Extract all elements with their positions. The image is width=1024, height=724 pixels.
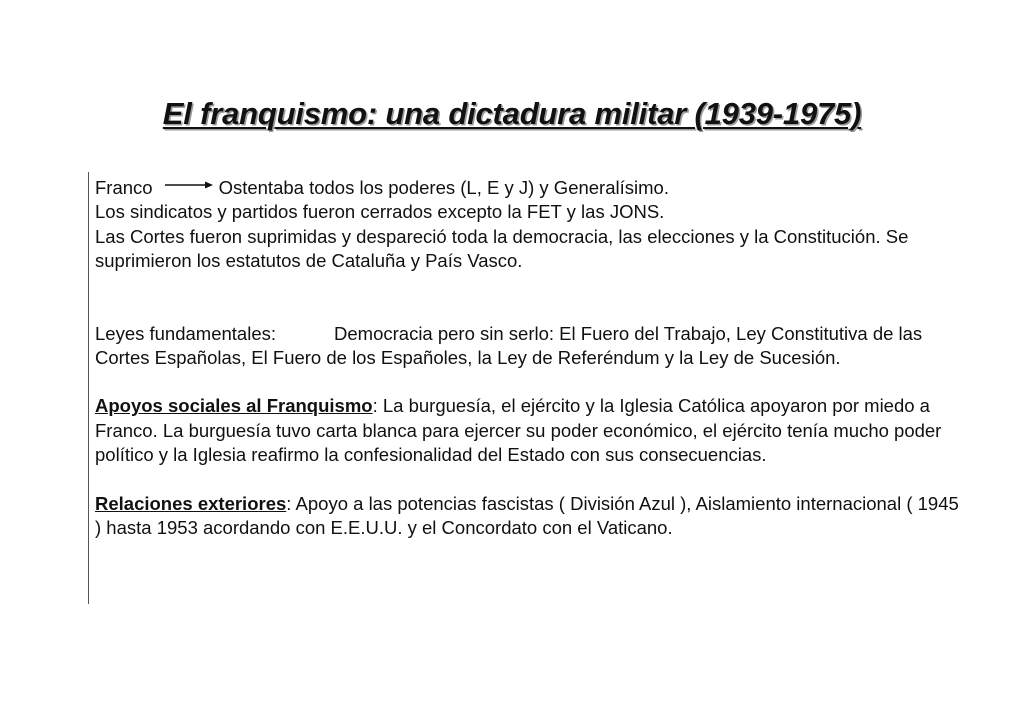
relaciones-paragraph xyxy=(95,492,965,541)
left-vertical-rule xyxy=(88,172,89,604)
apoyos-heading: Apoyos sociales al Franquismo xyxy=(95,395,373,417)
sindicatos-paragraph: Los sindicatos y partidos fueron cerrados excepto la FET y las JONS. xyxy=(95,201,665,223)
apoyos-paragraph xyxy=(95,394,965,467)
slide-title xyxy=(0,96,1024,132)
slide-title-text: El franquismo: una dictadura militar (1939-1975) xyxy=(162,96,862,131)
spacer xyxy=(95,468,965,492)
franco-label: Franco xyxy=(95,177,153,198)
spacer xyxy=(95,274,965,322)
apoyos-text: : La burguesía, el ejército y la Iglesia Católica apoyaron por miedo a Franco. La burguesía tuvo carta blanca para ejercer su poder económico, el ejército tenía mucho poder político y la Iglesia reafirmo la confesionalidad del Estado con sus consecuencias. xyxy=(95,395,942,466)
relaciones-text: : Apoyo a las potencias fascistas ( División Azul ), Aislamiento internacional ( 1945 ) hasta 1953 acordando con E.E.U.U. y el Concordato con el Vaticano. xyxy=(95,492,959,539)
slide-body xyxy=(95,176,965,540)
leyes-text: Democracia pero sin serlo: El Fuero del Trabajo, Ley Constitutiva de las Cortes Españolas, El Fuero de los Españoles, la Ley de Referéndum y la Ley de Sucesión. xyxy=(95,322,923,369)
right-arrow-icon xyxy=(165,180,213,190)
cortes-paragraph: Las Cortes fueron suprimidas y despareció toda la democracia, las elecciones y la Constitución. Se suprimieron los estatutos de Cataluña y País Vasco. xyxy=(95,225,909,272)
leyes-paragraph xyxy=(95,322,965,371)
franco-paragraph xyxy=(95,176,965,200)
spacer xyxy=(95,370,965,394)
franco-text: Ostentaba todos los poderes (L, E y J) y Generalísimo. xyxy=(218,177,669,198)
relaciones-heading: Relaciones exteriores xyxy=(95,492,287,514)
leyes-label: Leyes fundamentales: xyxy=(95,322,277,344)
